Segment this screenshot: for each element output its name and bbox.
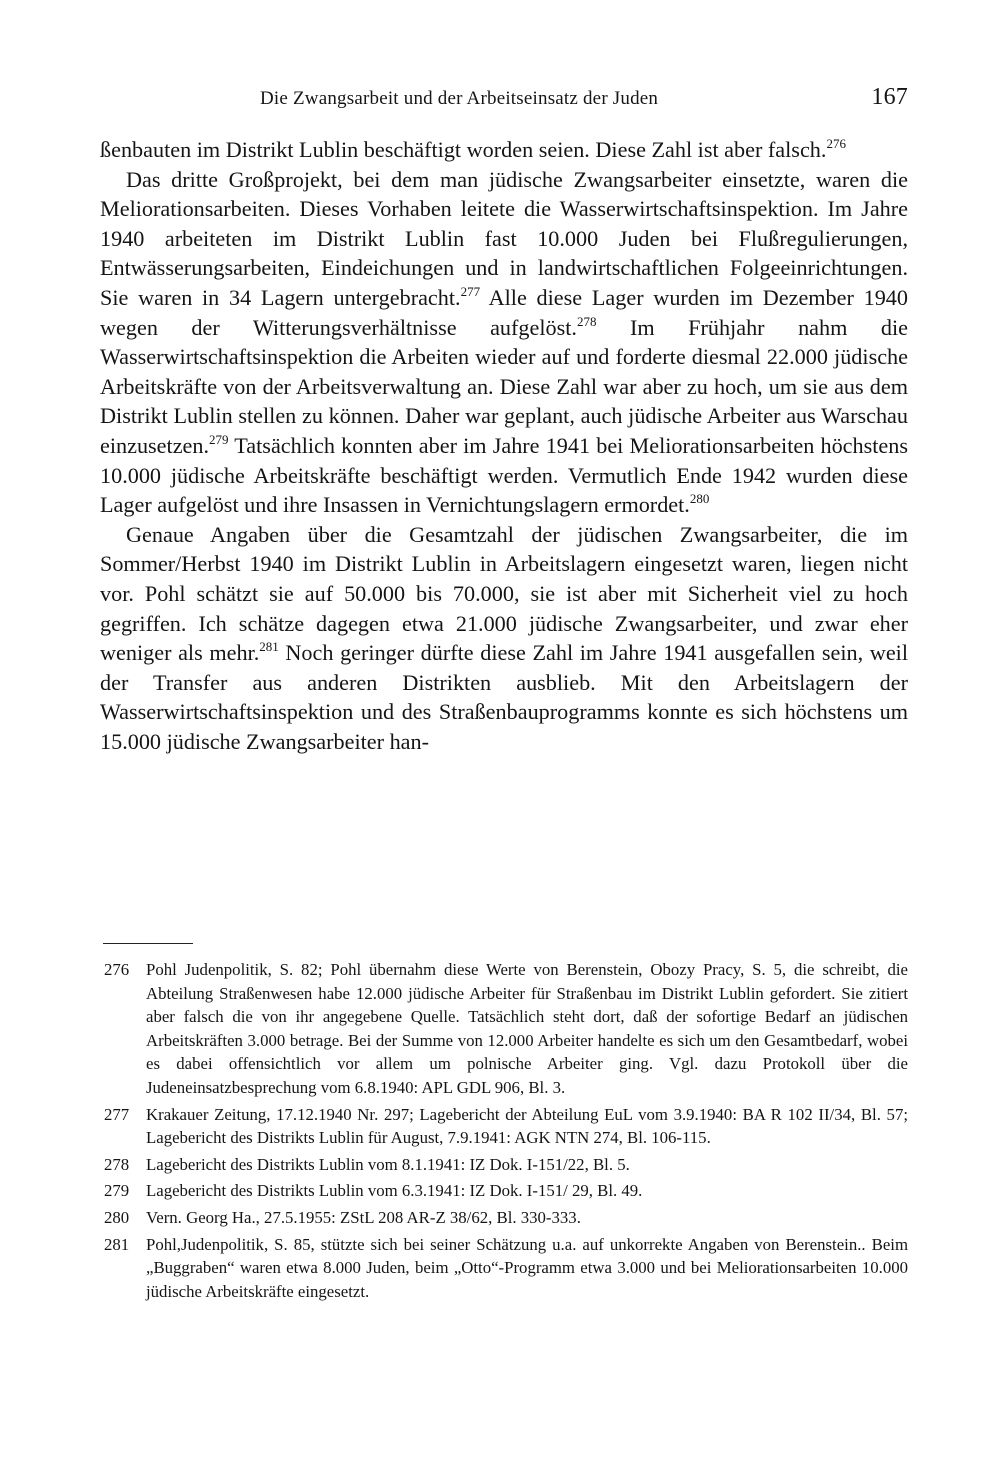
paragraph-text: Im Frühjahr nahm die Wasserwirtschaftsinspektion die Arbeiten wieder auf und forderte diesmal 22.000 jüdische Arbeitskräfte von der Arbeitsverwaltung an. Diese Zahl war aber zu hoch, um sie aus dem Distrikt Lublin stellen zu können. Daher war geplant, auch jüdische Arbeiter aus Warschau einzusetzen. [100,314,908,458]
paragraph-text: ßenbauten im Distrikt Lublin beschäftigt worden seien. Diese Zahl ist aber falsch. [100,137,827,162]
footnote-280 [100,1206,908,1230]
paragraph-text: Alle diese Lager wurden im Dezember 1940 wegen der Witterungsverhältnisse aufgelöst. [100,284,908,340]
footnote-281 [100,1233,908,1304]
footnote-ref-277[interactable]: 277 [460,283,481,299]
footnote-text: Vern. Georg Ha., 27.5.1955: ZStL 208 AR-Z 38/62, Bl. 330-333. [146,1207,581,1227]
footnote-ref-281[interactable]: 281 [259,639,279,655]
footnote-ref-279[interactable]: 279 [209,431,229,447]
page-number: 167 [871,84,908,110]
footnote-ref-280[interactable]: 280 [689,491,710,507]
footnote-divider [103,943,193,944]
running-title: Die Zwangsarbeit und der Arbeitseinsatz der Juden [260,88,659,109]
running-head [100,84,908,118]
footnote-276 [100,958,908,1100]
paragraph-melioration [100,165,908,520]
footnote-277 [100,1103,908,1150]
footnote-text: Pohl,Judenpolitik, S. 85, stützte sich bei seiner Schätzung u.a. auf unkorrekte Angaben von Berenstein.. Beim „Buggraben“ waren etwa 8.000 Juden, beim „Otto“-Programm etwa 3.000 und bei Meliorationsarbeiten 10.000 jüdische Arbeitskräfte eingesetzt. [146,1234,908,1301]
paragraph-text: Das dritte Großprojekt, bei dem man jüdische Zwangsarbeiter einsetzte, waren die Meliorationsarbeiten. Dieses Vorhaben leitete die Wasserwirtschaftsinspektion. Im Jahre 1940 arbeiteten im Distrikt Lublin fast 10.000 Juden bei Flußregulierungen, Entwässerungsarbeiten, Eindeichungen und in landwirtschaftlichen Folgeeinrichtungen. Sie waren in 34 Lagern untergebracht. [100,166,908,310]
paragraph-text: Tatsächlich konnten aber im Jahre 1941 bei Meliorationsarbeiten höchstens 10.000 jüdische Arbeitskräfte beschäftigt werden. Vermutlich Ende 1942 wurden diese Lager aufgelöst und ihre Insassen in Vernichtungslagern ermordet. [100,432,908,518]
paragraph-text: Genaue Angaben über die Gesamtzahl der jüdischen Zwangsarbeiter, die im Sommer/Herbst 1940 im Distrikt Lublin in Arbeitslagern eingesetzt waren, liegen nicht vor. Pohl schätzt sie auf 50.000 bis 70.000, sie ist aber mit Sicherheit viel zu hoch gegriffen. Ich schätze dagegen etwa 21.000 jüdische Zwangsarbeiter, und zwar eher weniger als mehr. [100,521,908,666]
footnote-number: 281 [104,1234,130,1254]
footnote-text: Pohl Judenpolitik, S. 82; Pohl übernahm diese Werte von Berenstein, Obozy Pracy, S. 5, die schreibt, die Abteilung Straßenwesen habe 12.000 jüdische Arbeiter für Straßenbau im Distrikt Lublin gefordert. Sie zitiert aber falsch die von ihr angegebene Quelle. Tatsächlich steht dort, daß der sofortige Bedarf an jüdischen Arbeitskräften 3.000 betrage. Bei der Summe von 12.000 Arbeiter handelte es sich um den Gesamtbedarf, wobei es dabei offensichtlich vor allem um polnische Arbeiter ging. Vgl. dazu Protokoll über die Judeneinsatzbesprechung vom 6.8.1940: APL GDL 906, Bl. 3. [146,960,908,1097]
footnote-279 [100,1179,908,1203]
footnote-text: Lagebericht des Distrikts Lublin vom 6.3.1941: IZ Dok. I-151/ 29, Bl. 49. [146,1181,643,1201]
footnote-number: 276 [104,960,130,979]
footnote-278 [100,1153,908,1177]
paragraph-total-estimate [100,520,908,757]
footnote-number: 278 [104,1154,130,1174]
footnote-ref-276[interactable]: 276 [826,136,846,151]
footnote-text: Lagebericht des Distrikts Lublin vom 8.1.1941: IZ Dok. I-151/22, Bl. 5. [146,1154,630,1174]
footnotes [100,958,908,1306]
paragraph-text: Noch geringer dürfte diese Zahl im Jahre 1941 ausgefallen sein, weil der Transfer aus anderen Distrikten ausblieb. Mit den Arbeitslagern der Wasserwirtschaftsinspektion und des Straßenbauprogramms konnte es sich höchstens um 15.000 jüdische Zwangsarbeiter han- [100,640,908,754]
paragraph-continuation [100,135,908,165]
footnote-number: 277 [104,1104,130,1124]
body-text [100,135,908,756]
footnote-ref-278[interactable]: 278 [576,313,597,329]
footnote-number: 280 [104,1207,130,1227]
footnote-text: Krakauer Zeitung, 17.12.1940 Nr. 297; Lagebericht der Abteilung EuL vom 3.9.1940: BA R 102 II/34, Bl. 57; Lagebericht des Distrikts Lublin für August, 7.9.1941: AGK NTN 274, Bl. 106-115. [146,1104,908,1148]
footnote-number: 279 [104,1181,130,1201]
